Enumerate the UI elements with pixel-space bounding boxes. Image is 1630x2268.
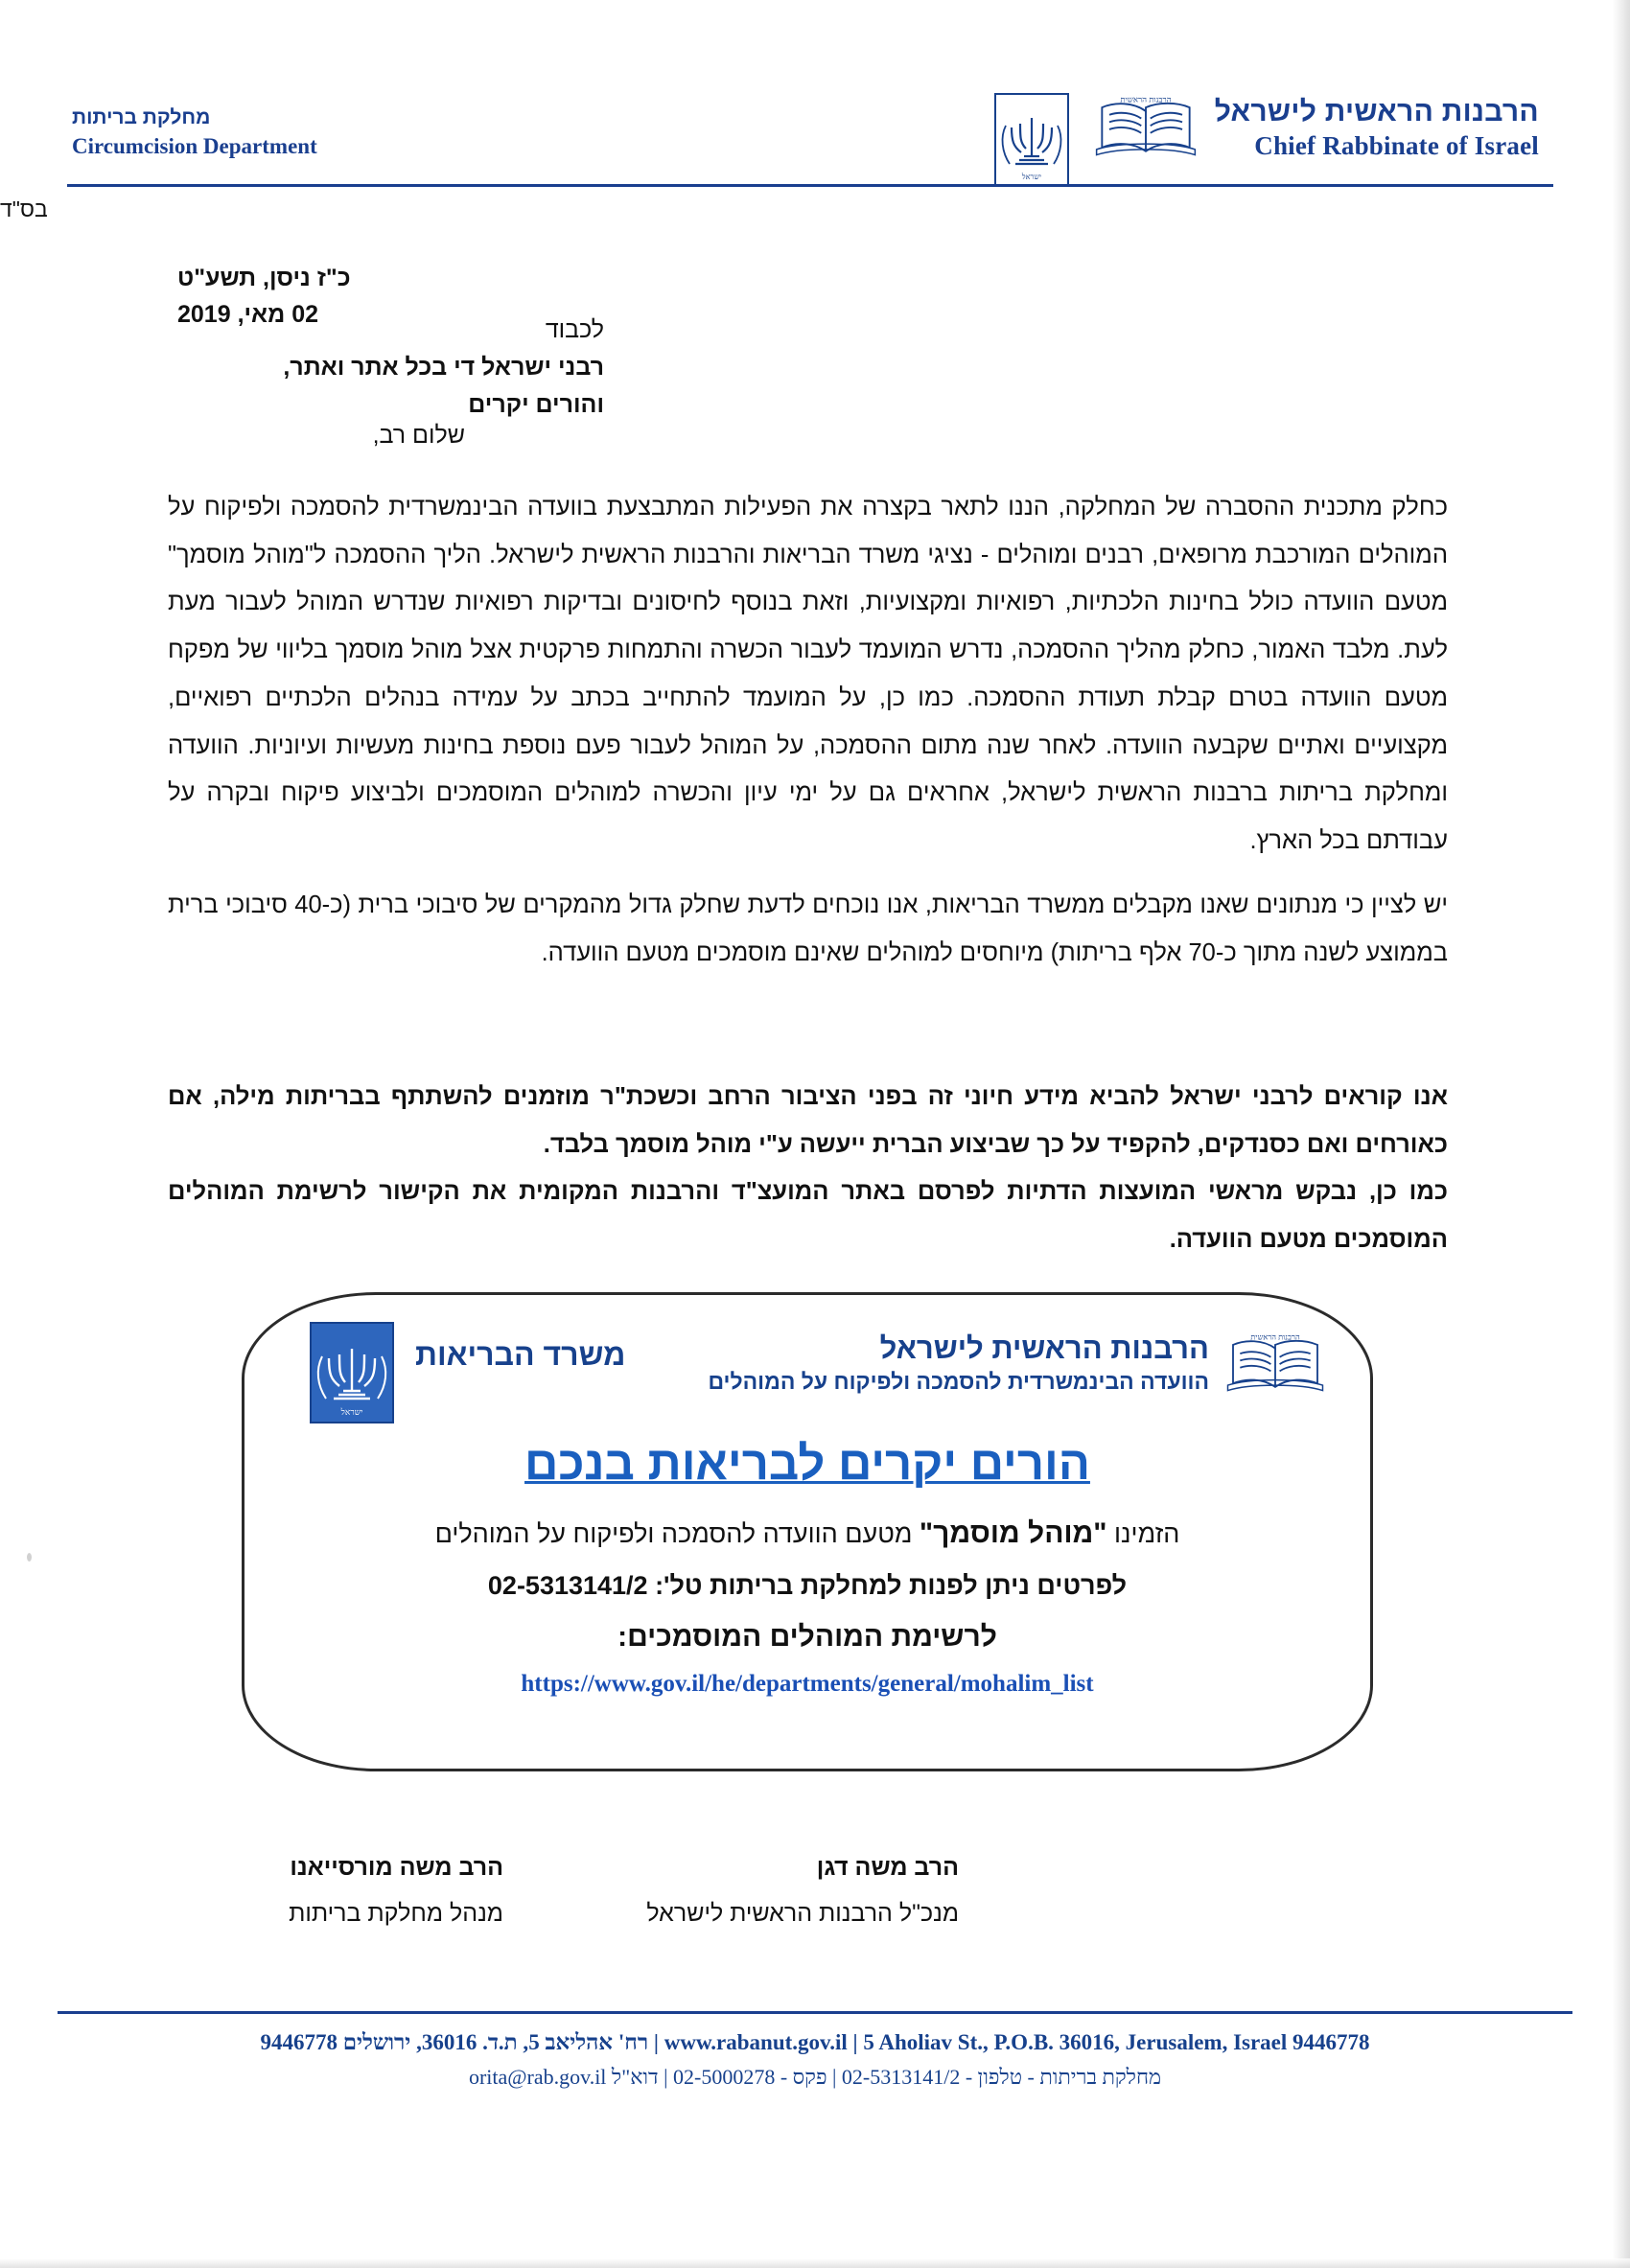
letterhead [72, 91, 1539, 192]
poster-subline-suffix: מטעם הוועדה להסמכה ולפיקוח על המוהלים [434, 1519, 920, 1548]
poster-subline-bold: "מוהל מוסמך" [919, 1517, 1107, 1549]
chief-rabbinate-book-logo-icon [1090, 91, 1201, 166]
poster-committee-subtitle: הוועדה הבינמשרדית להסמכה ולפיקוח על המוהלים [708, 1369, 1209, 1395]
scan-edge-right [1613, 0, 1630, 2268]
signature-block-circumcision-head [289, 1845, 503, 1936]
header-divider [67, 184, 1553, 187]
poster-mohalim-list-link[interactable]: https://www.gov.il/he/departments/general/mohalim_list [521, 1671, 1094, 1697]
rabbinate-title-he: הרבנות הראשית לישראל [1214, 96, 1539, 128]
poster-rabbinate-titles [708, 1330, 1209, 1397]
signature-name: הרב משה דגן [816, 1854, 959, 1881]
footer-address-line [58, 2030, 1572, 2055]
body-paragraph-2: יש לציין כי מנתונים שאנו מקבלים ממשרד הבריאות, אנו נוכחים לדעת שחלק גדול מהמקרים של סיבוכי ברית (כ-40 סיבוכי ברית בממוצע לשנה מתוך כ-70 אלף בריתות) מיוחסים למוהלים שאינם מוסמכים מטעם הוועדה. [168, 891, 1448, 966]
bsd-marker [0, 197, 681, 222]
footer-email[interactable]: orita@rab.gov.il [468, 2065, 607, 2089]
department-title-he: מחלקת בריתות [72, 106, 211, 128]
footer-sep-1: | [852, 2030, 864, 2054]
svg-text:הרבנות הראשית: הרבנות הראשית [1250, 1332, 1300, 1342]
addressee-line-2: רבני ישראל די בכל אתר ואתר, [283, 353, 604, 381]
rabbinate-title-en: Chief Rabbinate of Israel [1254, 130, 1539, 160]
footer-contact-he: מחלקת בריתות - טלפון - 02-5313141/2 | פקס - 02-5000278 | דוא"ל [611, 2065, 1162, 2089]
footer-website[interactable]: www.rabanut.gov.il [664, 2030, 848, 2054]
israel-state-emblem-icon [310, 1322, 394, 1423]
poster-header [271, 1320, 1343, 1435]
signature-name: הרב משה מורסייאנו [290, 1854, 503, 1881]
salutation: שלום רב, [372, 422, 465, 449]
body-call-to-action [168, 1074, 1448, 1264]
poster-ministry-of-health-title: משרד הבריאות [415, 1337, 626, 1372]
body-bold-paragraph-1: אנו קוראים לרבני ישראל להביא מידע חיוני זה בפני הציבור הרחב וכשכת"ר מוזמנים להשתתף בבריתות מילה, אם כאורחים ואם כסנדקים, להקפיד על כך שביצוע הברית ייעשה ע"י מוהל מוסמך בלבד. [168, 1083, 1448, 1158]
poster-box [242, 1292, 1373, 1771]
scan-edge-bottom [0, 2258, 1630, 2268]
poster-headline-text: הורים יקרים לבריאות בנכם [524, 1438, 1090, 1490]
poster-contact-line: לפרטים ניתן לפנות למחלקת בריתות טל': 02-5313141/2 [487, 1571, 1128, 1600]
body-paragraph-1: כחלק מתכנית ההסברה של המחלקה, הננו לתאר בקצרה את הפעילות המתבצעת בוועדה הבינמשרדית להסמכה ולפיקוח על המוהלים המורכבת מרופאים, רבנים ומוהלים - נציגי משרד הבריאות והרבנות הראשית לישראל. הליך ההסמכה ל"מוהל מוסמך" מטעם הוועדה כולל בחינות הלכתיות, רפואיות ומקצועיות, וזאת בנוסף לחיסונים ובדיקות רפואיות שנדרש המוהל לעבור מעת לעת. מלבד האמור, כחלק מהליך ההסמכה, נדרש המועמד לעבור הכשרה והתמחות פרקטית אצל מוהל מוסמך בליווי של מפקח מטעם הוועדה בטרם קבלת תעודת ההסמכה. כמו כן, על המועמד להתחייב בכתב על עמידה בנהלים הלכתיים רפואיים, מקצועיים ואתיים שקבעה הוועדה. לאחר שנה מתום ההסמכה, על המוהל לעבור פעם נוספת בחינות מעשיות ועיוניות. הוועדה ומחלקת בריתות ברבנות הראשית לישראל, אחראים גם על ימי עיון והכשרה למוהלים המוסמכים ולביצוע פיקוח ובקרה על עבודתם בכל הארץ. [168, 494, 1448, 855]
signature-role: מנכ"ל הרבנות הראשית לישראל [646, 1899, 959, 1927]
svg-text:הרבנות הראשית: הרבנות הראשית [1120, 94, 1172, 104]
israel-state-emblem-icon [994, 93, 1069, 187]
chief-rabbinate-book-logo-icon [1222, 1326, 1328, 1404]
date-gregorian: 02 מאי, 2019 [177, 300, 319, 328]
addressee-block [283, 312, 604, 423]
svg-text:ישראל: ישראל [340, 1407, 363, 1417]
svg-text:ישראל: ישראל [1021, 173, 1042, 181]
footer-sep-2: | [648, 2030, 659, 2054]
footer-address-he: רח' אהליאב 5, ת.ד. 36016, ירושלים 9446778 [260, 2030, 649, 2054]
rabbinate-brand [1021, 91, 1539, 181]
signature-block-director-general [646, 1845, 959, 1936]
department-titles [72, 104, 317, 161]
bsd-text: בס"ד [0, 197, 48, 221]
poster-list-label: לרשימת המוהלים המוסמכים: [617, 1621, 997, 1653]
poster-headline [244, 1437, 1370, 1491]
department-title-en: Circumcision Department [72, 134, 317, 159]
addressee-line-1: לכבוד [545, 316, 604, 343]
footer [58, 2030, 1572, 2090]
scan-artifact [27, 1553, 32, 1562]
body-bold-paragraph-2: כמו כן, נבקש מראשי המועצות הדתיות לפרסם באתר המועצ"ד והרבנות המקומית את הקישור לרשימת המוהלים המוסמכים מטעם הוועדה. [168, 1178, 1448, 1254]
addressee-line-3: והורים יקרים [468, 390, 604, 418]
date-hebrew: כ"ז ניסן, תשע"ט [177, 265, 351, 291]
poster-rabbinate-title: הרבנות הראשית לישראל [879, 1331, 1209, 1365]
poster-subline-prefix: הזמינו [1106, 1519, 1180, 1548]
footer-divider [58, 2011, 1572, 2014]
footer-address-en: 5 Aholiav St., P.O.B. 36016, Jerusalem, Israel 9446778 [863, 2030, 1370, 2054]
poster-subline [244, 1517, 1370, 1550]
footer-contact-line [58, 2065, 1572, 2090]
signature-role: מנהל מחלקת בריתות [289, 1899, 503, 1927]
rabbinate-titles [1215, 94, 1539, 162]
